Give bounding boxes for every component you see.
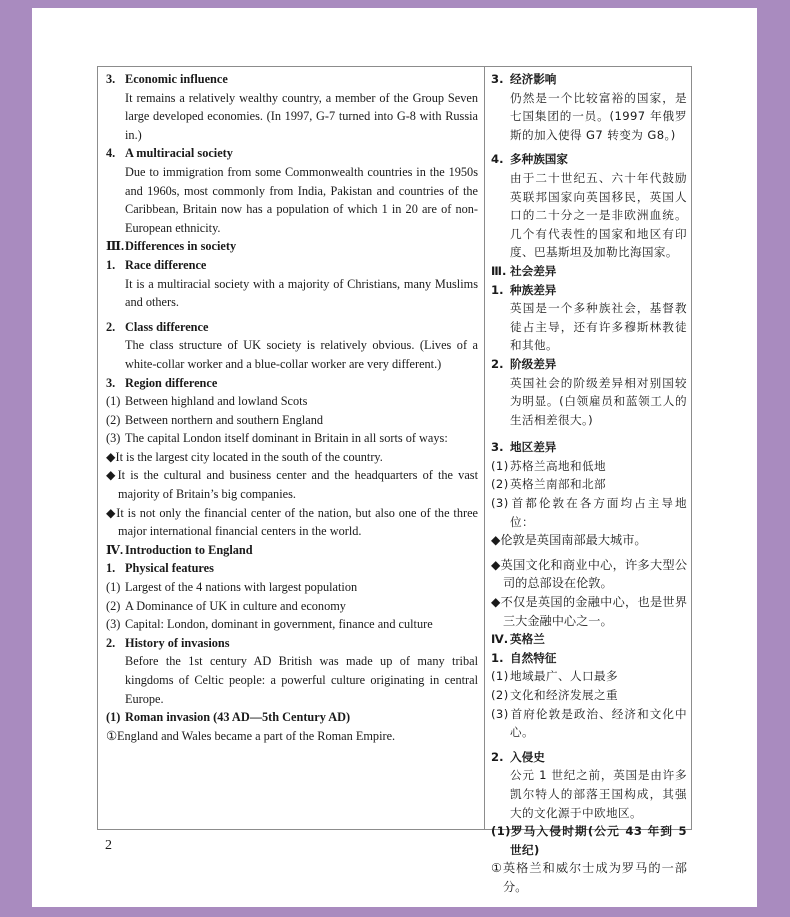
diamond-bullet-icon: ◆ [106,505,117,520]
list-item: (1) Between highland and lowland Scots [106,394,308,409]
heading-region-difference-zh: 3. 地区差异 [491,440,557,455]
paragraph-multiracial-society-zh: 由于二十世纪五、六十年代鼓励英联邦国家向英国移民，英国人口的二十分之一是非欧洲血统。几个有代表性的国家和地区有印度、巴基斯坦及加勒比海国家。 [510,170,687,260]
paragraph-multiracial-society: Due to immigration from some Commonwealth countries in the 1950s and 1960s, most commonly from India, Pakistan and countries of the Caribbean, Britain now has a population of which 1 in 20 are of non-European ethnicity. [125,164,478,235]
list-item: (3)首都伦敦在各方面均占主导地位： [491,496,687,529]
paragraph-class-difference-zh: 英国社会的阶级差异相对别国较为明显。(白领雇员和蓝领工人的生活相差很大。) [510,375,687,427]
roman-item-1: ①England and Wales became a part of the Roman Empire. [106,728,396,743]
chinese-column [491,70,687,897]
bullet-item: ◆英国文化和商业中心，许多大型公司的总部设在伦敦。 [491,557,688,591]
list-item: (3) The capital London itself dominant in Britain in all sorts of ways: [106,431,448,446]
heading-history-of-invasions: 2. History of invasions [106,635,230,650]
list-item: (1)地域最广、人口最多 [491,669,618,684]
section-heading-england-zh: Ⅳ. 英格兰 [491,632,545,647]
list-item: (3) Capital: London, dominant in government, finance and culture [106,617,433,632]
diamond-bullet-icon: ◆ [106,449,116,464]
heading-roman-invasion: (1) Roman invasion (43 AD—5th Century AD) [106,710,351,725]
diamond-bullet-icon: ◆ [106,468,118,483]
list-item: (3)首府伦敦是政治、经济和文化中心。 [491,706,687,740]
section-heading-england: Ⅳ. Introduction to England [106,542,253,557]
paragraph-economic-influence-zh: 仍然是一个比较富裕的国家，是七国集团的一员。(1997 年俄罗斯的加入使得 G7 转变为 G8。) [510,90,687,142]
section-heading-differences: Ⅲ.Differences in society [106,239,237,254]
paragraph-economic-influence: It remains a relatively wealthy country, a member of the Group Seven large developed economies. (In 1997, G-7 turned into G-8 with Russia in.) [125,90,478,142]
list-item: (1) Largest of the 4 nations with largest population [106,580,358,595]
heading-region-difference: 3. Region difference [106,375,218,390]
bullet-item: ◆It is not only the financial center of the nation, but also one of the three major international financial centers in the world. [106,505,478,539]
english-column [106,70,478,745]
list-item: (2)英格兰南部和北部 [491,477,606,492]
paragraph-history-of-invasions: Before the 1st century AD British was made up of many tribal kingdoms of Celtic people: a powerful culture originating in central Europe. [125,654,478,706]
list-item: (1)苏格兰高地和低地 [491,458,606,473]
paragraph-history-of-invasions-zh: 公元 1 世纪之前，英国是由许多凯尔特人的部落王国构成，其强大的文化源于中欧地区。 [510,768,687,820]
heading-race-difference: 1. Race difference [106,257,207,272]
heading-multiracial-society-zh: 4. 多种族国家 [491,152,568,167]
heading-physical-features-zh: 1. 自然特征 [491,650,557,665]
section-heading-differences-zh: Ⅲ. 社会差异 [491,263,557,278]
diamond-bullet-icon: ◆ [491,595,501,610]
bullet-item: ◆不仅是英国的金融中心，也是世界三大金融中心之一。 [491,595,688,628]
bullet-item: ◆It is the largest city located in the south of the country. [106,449,383,464]
heading-roman-invasion-zh: (1)罗马入侵时期(公元 43 年到 5 世纪) [491,824,687,857]
page-number: 2 [105,838,112,853]
paragraph-race-difference: It is a multiracial society with a majority of Christians, many Muslims and others. [125,276,478,310]
heading-economic-influence: 3. Economic influence [106,72,228,86]
heading-race-difference-zh: 1. 种族差异 [491,282,557,297]
diamond-bullet-icon: ◆ [491,533,501,548]
roman-item-1-zh: ①英格兰和威尔士成为罗马的一部分。 [491,861,687,894]
list-item: (2) A Dominance of UK in culture and economy [106,598,346,613]
list-item: (2)文化和经济发展之重 [491,688,618,702]
paragraph-class-difference: The class structure of UK society is relatively obvious. (Lives of a white-collar worker and a blue-collar worker are very different.) [125,338,478,371]
document-page [32,8,757,907]
list-item: (2) Between northern and southern England [106,412,324,427]
column-divider [484,67,485,829]
diamond-bullet-icon: ◆ [491,557,501,572]
paragraph-race-difference-zh: 英国是一个多种族社会，基督教徒占主导，还有许多穆斯林教徒和其他。 [510,301,687,353]
heading-class-difference: 2. Class difference [106,319,209,334]
bullet-item: ◆伦敦是英国南部最大城市。 [491,533,647,548]
heading-class-difference-zh: 2. 阶级差异 [491,356,557,371]
heading-multiracial-society: 4. A multiracial society [106,146,233,161]
heading-history-of-invasions-zh: 2. 入侵史 [491,749,545,764]
heading-economic-influence-zh: 3. 经济影响 [491,72,557,86]
heading-physical-features: 1. Physical features [106,561,214,576]
bilingual-table [97,66,692,894]
bullet-item: ◆It is the cultural and business center and the headquarters of the vast majority of Britain’s big companies. [106,468,478,502]
